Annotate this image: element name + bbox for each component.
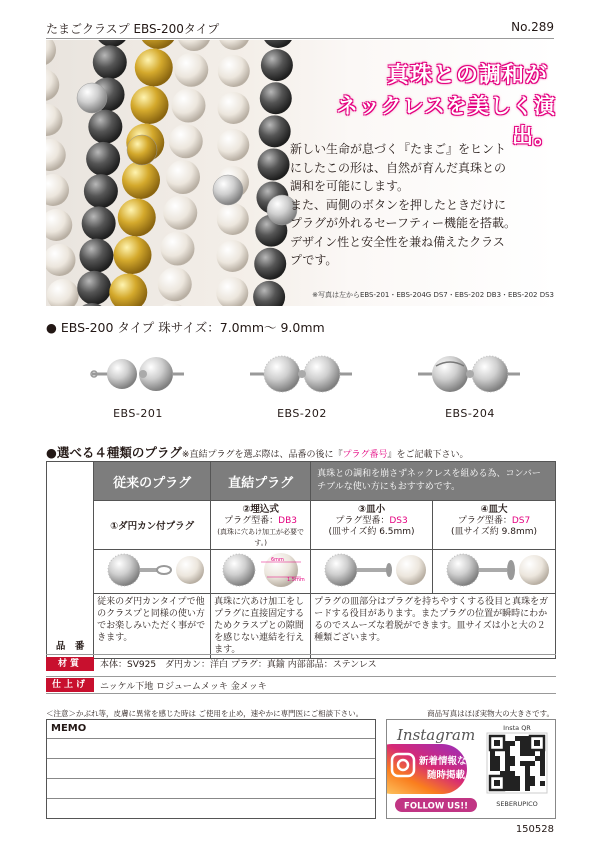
clasp-label: EBS-204: [445, 407, 495, 420]
pearl: [174, 53, 208, 87]
hero-line: プです。: [290, 253, 338, 267]
plug-type-2: [211, 501, 311, 550]
finish-row: [46, 676, 556, 694]
pearl: [261, 49, 293, 81]
memo-box: [46, 719, 376, 819]
hero-line: 新しい生命が息づく『たまご』をヒント: [290, 142, 507, 156]
qr-module: [505, 776, 510, 781]
clasp-ebs-204-image: [414, 352, 524, 396]
qr-module: [505, 746, 510, 751]
plug-table: [46, 461, 556, 659]
qr-module: [530, 776, 535, 781]
memo-line: [47, 798, 375, 799]
pearl: [46, 40, 56, 66]
plug-type-4-title: ④皿大: [480, 504, 508, 515]
brand-name: SEBERUPICO: [496, 800, 538, 808]
qr-module: [520, 736, 525, 741]
qr-module: [540, 756, 545, 761]
plug-note: ※直結プラグを選ぶ際は、品番の後に『: [181, 450, 343, 460]
instagram-tagline-2: 随時掲載: [427, 770, 466, 781]
follow-us-label: FOLLOW US!!: [404, 801, 468, 812]
qr-module: [525, 786, 530, 791]
row-label-part-number: 品 番: [47, 462, 94, 659]
section-plug-title: [46, 443, 469, 461]
dimension-label: 1.5mm: [287, 577, 305, 583]
pearl: [217, 129, 249, 161]
qr-module: [510, 786, 515, 791]
hero-line: 調和を可能にします。: [290, 179, 410, 193]
qr-label: Insta QR: [503, 724, 531, 732]
plug-type-3-title: ③皿小: [358, 504, 386, 515]
pearl: [253, 281, 285, 306]
hero-line: にしたこの形は、自然が育んだ真珠との: [290, 160, 507, 175]
pearl: [109, 274, 147, 307]
instagram-promo: [386, 719, 556, 819]
pearl: [114, 236, 152, 274]
material-row: [46, 654, 556, 672]
qr-module: [525, 771, 530, 776]
caution-note: ＜注意＞かぶれ等，皮膚に異常を感じた時は ご使用を止め，速やかに専門医にご相談下さい。: [46, 709, 364, 718]
pearl: [139, 40, 177, 49]
material-value: 本体：SV925 ダ円カン：洋白 プラグ：真鍮 内部部品：ステンレス: [100, 660, 377, 670]
hero-description: [290, 140, 550, 270]
pearl: [77, 271, 111, 305]
pearl: [93, 45, 127, 79]
document-number: No.289: [511, 20, 554, 34]
qr-module: [525, 766, 530, 771]
clasp-ebs-201-image: [88, 352, 188, 396]
qr-module: [530, 761, 535, 766]
pearl: [155, 303, 189, 306]
pearl: [79, 239, 113, 273]
plug-type-4: [433, 501, 556, 550]
pearl: [158, 267, 192, 301]
qr-module: [525, 761, 530, 766]
qr-module: [505, 786, 510, 791]
document-title: たまごクラスプ EBS-200タイプ: [46, 22, 220, 36]
qr-module: [525, 781, 530, 786]
qr-module: [505, 766, 510, 771]
pearl: [46, 139, 66, 171]
qr-module: [520, 761, 525, 766]
pearl: [166, 160, 200, 194]
plug-note: 』をご記載下さい。: [387, 450, 469, 460]
hero-line: プラグが外れるセーフティー機能を搭載。: [290, 216, 516, 230]
plug-type-1: [94, 501, 211, 550]
qr-module: [515, 736, 520, 741]
finish-label: 仕上げ: [46, 678, 94, 692]
pearl: [254, 248, 286, 280]
model-prefix: プラグ型番：: [335, 516, 390, 526]
plug-3-image: [311, 550, 433, 594]
qr-module: [530, 751, 535, 756]
instagram-title: Instagram: [397, 726, 476, 744]
qr-module: [510, 776, 515, 781]
pearl: [47, 279, 79, 306]
plug-3-4-description: プラグの皿部分はプラグを持ちやすくする役目と真珠をガードする役目があります。またプラグの位置が瞬時にわかるのでスムーズな着脱ができます。皿サイズは小と大の２種類ございます。: [311, 594, 556, 659]
plug-type-2-note: (真珠に穴あけ加工が必要です。): [217, 528, 304, 547]
pearl: [169, 124, 203, 158]
qr-finder-center: [494, 740, 500, 746]
qr-finder-center: [494, 780, 500, 786]
model-code: DB3: [278, 516, 298, 526]
pearl: [135, 49, 173, 87]
clasp: [213, 175, 243, 205]
qr-module: [520, 746, 525, 751]
memo-title: MEMO: [51, 723, 87, 734]
photo-note: ※写真は左からEBS-201・EBS-204G DS7・EBS-202 DB3・EBS-202 DS3: [312, 291, 554, 299]
qr-module: [490, 766, 495, 771]
pearl: [216, 277, 248, 306]
document-code: 150528: [515, 824, 554, 835]
qr-module: [505, 781, 510, 786]
model-code: DS7: [511, 516, 531, 526]
qr-module: [505, 751, 510, 756]
qr-module: [495, 756, 500, 761]
plug-title-text: ●選べる４種類のプラグ: [46, 445, 182, 460]
qr-module: [520, 741, 525, 746]
plug-note-highlight: プラグ番号: [342, 450, 388, 460]
header-standard-plug: 従来のプラグ: [94, 462, 211, 501]
qr-module: [505, 756, 510, 761]
model-prefix: プラグ型番：: [224, 516, 279, 526]
plug-type-4-note: (皿サイズ約 9.8mm): [451, 527, 538, 537]
pearl: [118, 199, 156, 237]
qr-module: [535, 756, 540, 761]
qr-module: [490, 756, 495, 761]
pearl: [218, 40, 250, 50]
material-label: 材質: [46, 657, 94, 671]
dimension-label: 6mm: [271, 557, 285, 563]
clasp-ebs-202-image: [246, 352, 356, 396]
clasp: [127, 135, 157, 165]
plug-2-description: 真珠に穴あけ加工をしプラグに直接固定するためクラスプとの隙間を感じない連結を行えます。: [211, 594, 311, 659]
pearl: [88, 110, 122, 144]
plug-type-3: [311, 501, 433, 550]
qr-module: [515, 786, 520, 791]
pearl: [122, 161, 160, 199]
plug-type-2-title: ②埋込式: [242, 504, 279, 515]
hero-headline-1: 真珠との調和が: [386, 63, 548, 88]
pearl: [259, 115, 291, 147]
section-size-title: ● EBS-200 タイプ 珠サイズ：7.0mm〜 9.0mm: [46, 320, 325, 335]
pearl: [177, 40, 211, 51]
qr-module: [515, 781, 520, 786]
qr-module: [505, 741, 510, 746]
qr-finder-center: [534, 740, 540, 746]
pearl: [46, 69, 59, 101]
pearl: [86, 142, 120, 176]
plug-type-3-note: (皿サイズ約 6.5mm): [328, 527, 415, 537]
qr-module: [510, 781, 515, 786]
model-prefix: プラグ型番：: [457, 516, 512, 526]
clasp-label: EBS-201: [113, 407, 163, 420]
hero-line: また、両側のボタンを押したときだけに: [290, 197, 507, 212]
hero-line: デザイン性と安全性を兼ね備えたクラス: [290, 234, 505, 249]
plug-2-image: [211, 550, 311, 594]
memo-line: [47, 738, 375, 739]
pearl: [46, 174, 69, 206]
scale-note: 商品写真はほぼ実物大の大きさです。: [427, 709, 554, 718]
qr-module: [495, 761, 500, 766]
pearl: [262, 40, 294, 48]
hero-headline-2: ネックレスを美しく演出。: [336, 94, 556, 148]
qr-module: [540, 766, 545, 771]
pearl: [46, 209, 72, 241]
pearl: [218, 55, 250, 87]
pearl: [217, 203, 249, 235]
clasp-label: EBS-202: [277, 407, 327, 420]
qr-module: [505, 761, 510, 766]
pearl: [172, 89, 206, 123]
qr-module: [530, 781, 535, 786]
plug-4-image: [433, 550, 556, 594]
qr-module: [525, 751, 530, 756]
hero-banner: [46, 40, 556, 306]
qr-module: [540, 761, 545, 766]
qr-module: [490, 751, 495, 756]
pearl: [163, 196, 197, 230]
plug-1-image: [94, 550, 211, 594]
qr-module: [490, 761, 495, 766]
plug-1-description: 従来のダ円カンタイプで他のクラスプと同様の使い方でお楽しみいただく事ができます。: [94, 594, 211, 659]
clasp: [77, 83, 107, 113]
qr-module: [510, 771, 515, 776]
qr-module: [495, 766, 500, 771]
qr-module: [510, 756, 515, 761]
pearl: [82, 206, 116, 240]
pearl: [75, 303, 109, 306]
pearl: [84, 174, 118, 208]
model-code: DS3: [389, 516, 408, 526]
pearl: [161, 232, 195, 266]
pearl: [260, 82, 292, 114]
pearl: [46, 244, 76, 276]
pearl: [218, 92, 250, 124]
qr-module: [525, 776, 530, 781]
qr-module: [510, 741, 515, 746]
header-direct-plug: 直結プラグ: [211, 462, 311, 501]
header-divider: [46, 38, 554, 39]
plug-type-1-title: ①ダ円カン付プラグ: [110, 520, 195, 532]
header-direct-note: 真珠との調和を崩さずネックレスを組める為、コンバーチブルな使い方にもおすすめです。: [311, 462, 556, 501]
memo-line: [47, 778, 375, 779]
pearl: [258, 148, 290, 180]
pearl: [46, 104, 63, 136]
finish-value: ニッケル下地 ロジュームメッキ 金メッキ: [100, 681, 267, 692]
instagram-tagline-1: 新着情報など: [419, 756, 477, 767]
qr-module: [520, 751, 525, 756]
qr-module: [505, 771, 510, 776]
qr-module: [540, 751, 545, 756]
qr-module: [540, 771, 545, 776]
qr-module: [540, 781, 545, 786]
qr-module: [510, 761, 515, 766]
memo-line: [47, 758, 375, 759]
pearl: [217, 240, 249, 272]
pearl: [131, 86, 169, 124]
qr-module: [515, 776, 520, 781]
